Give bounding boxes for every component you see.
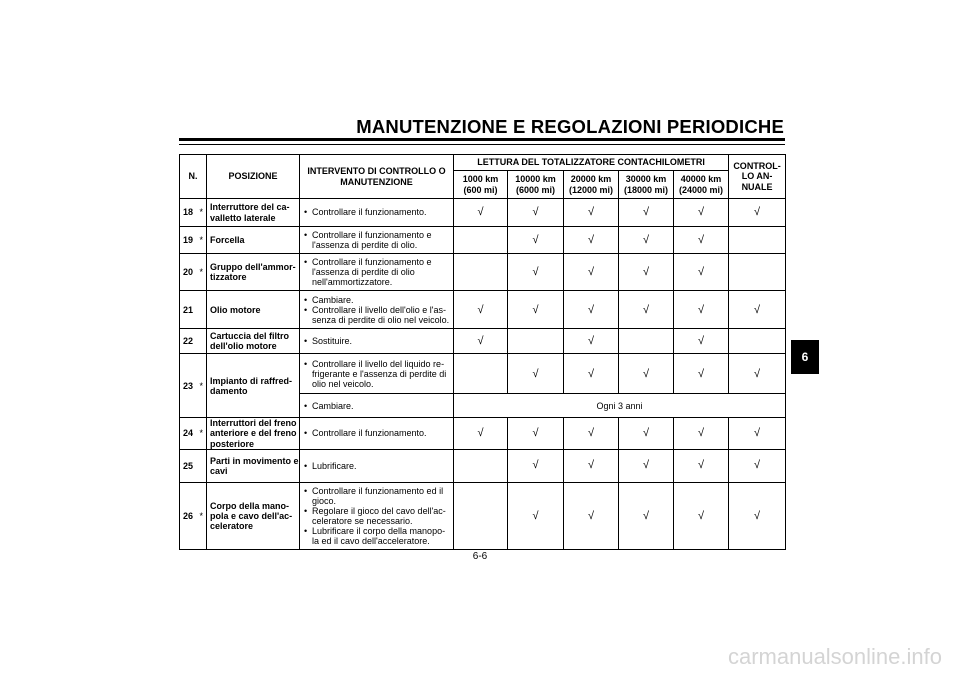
watermark: carmanualsonline.info: [727, 644, 942, 669]
check-cell: √: [508, 418, 564, 449]
row-action: [300, 199, 454, 227]
row-asterisk: *: [197, 418, 207, 449]
row-number: 24: [180, 418, 197, 449]
row-action: [300, 291, 454, 329]
row-position: Gruppo dell'ammor-tizzatore: [207, 254, 300, 291]
row-number: 18: [180, 199, 197, 227]
row-action: [300, 394, 454, 418]
check-cell: √: [508, 354, 564, 394]
row-position: Interruttori del freno anteriore e del freno posteriore: [207, 418, 300, 449]
table-row: [180, 227, 786, 254]
check-cell: √: [619, 449, 674, 482]
page-title: MANUTENZIONE E REGOLAZIONI PERIODICHE: [356, 116, 784, 137]
check-cell: √: [674, 418, 729, 449]
header-odometer: LETTURA DEL TOTALIZZATORE CONTACHILOMETRI: [454, 155, 729, 171]
check-cell: √: [454, 418, 508, 449]
check-cell: [508, 329, 564, 354]
row-action: [300, 354, 454, 394]
check-cell: √: [564, 482, 619, 549]
check-cell: √: [674, 227, 729, 254]
action-item: • Cambiare.: [303, 401, 451, 411]
row-number: 22: [180, 329, 197, 354]
action-item: • Sostituire.: [303, 336, 451, 346]
check-cell: [454, 482, 508, 549]
header-action: INTERVENTO DI CONTROLLO O MANUTENZIONE: [300, 155, 454, 199]
action-item: • Controllare il funzionamento.: [303, 428, 451, 438]
check-cell: √: [564, 354, 619, 394]
check-cell: √: [729, 291, 786, 329]
check-cell: √: [564, 199, 619, 227]
header-interval: [454, 171, 508, 199]
row-number: 21: [180, 291, 197, 329]
table-row: [180, 482, 786, 549]
action-item: • Controllare il livello dell'olio e l'as-senza di perdite di olio nel veicolo.: [303, 305, 451, 325]
check-cell: √: [564, 291, 619, 329]
action-item: • Cambiare.: [303, 295, 451, 305]
check-cell: √: [619, 291, 674, 329]
check-cell: √: [508, 227, 564, 254]
check-cell: √: [564, 254, 619, 291]
interval-mi: (600 mi): [463, 184, 498, 195]
check-cell: √: [619, 227, 674, 254]
row-number: 25: [180, 449, 197, 482]
check-cell: √: [674, 449, 729, 482]
row-number: 20: [180, 254, 197, 291]
check-cell: √: [454, 199, 508, 227]
action-item: • Controllare il funzionamento e l'assenza di perdite di olio.: [303, 230, 451, 250]
row-position: Corpo della mano-pola e cavo dell'ac-celeratore: [207, 482, 300, 549]
row-asterisk: *: [197, 354, 207, 418]
interval-km: 20000 km: [570, 174, 612, 185]
row-action: [300, 449, 454, 482]
check-cell: √: [454, 329, 508, 354]
row-action: [300, 254, 454, 291]
check-cell: [454, 449, 508, 482]
check-cell: √: [619, 482, 674, 549]
action-item: • Controllare il funzionamento e l'assenza di perdite di olio nell'ammortizzatore.: [303, 257, 451, 287]
interval-km: 10000 km: [515, 174, 556, 185]
check-cell: √: [564, 329, 619, 354]
action-item: • Lubrificare.: [303, 461, 451, 471]
check-cell: √: [674, 354, 729, 394]
row-position: Olio motore: [207, 291, 300, 329]
row-asterisk: *: [197, 227, 207, 254]
row-position: Cartuccia del filtro dell'olio motore: [207, 329, 300, 354]
title-rule: [179, 138, 785, 141]
row-asterisk: *: [197, 254, 207, 291]
section-tab: 6: [791, 340, 819, 374]
check-cell: [729, 227, 786, 254]
header-annual: CONTROL-LO AN-NUALE: [729, 155, 786, 199]
header-interval: [674, 171, 729, 199]
check-cell: √: [508, 482, 564, 549]
row-action: [300, 482, 454, 549]
interval-mi: (24000 mi): [679, 184, 724, 195]
action-item: • Controllare il livello del liquido re-frigerante e l'assenza di perdite di olio nel veicolo.: [303, 359, 451, 389]
table-row: [180, 418, 786, 449]
action-item: • Lubrificare il corpo della manopo-la ed il cavo dell'acceleratore.: [303, 526, 451, 546]
action-item: • Controllare il funzionamento.: [303, 207, 451, 217]
title-rule-thin: [179, 144, 785, 145]
check-cell: √: [564, 227, 619, 254]
check-cell: √: [508, 254, 564, 291]
action-item: • Regolare il gioco del cavo dell'ac-celeratore se necessario.: [303, 506, 451, 526]
check-cell: √: [674, 199, 729, 227]
row-asterisk: *: [197, 482, 207, 549]
interval-km: 1000 km: [462, 174, 499, 185]
row-number: 19: [180, 227, 197, 254]
check-cell: √: [619, 418, 674, 449]
check-cell: √: [674, 329, 729, 354]
check-cell: [729, 254, 786, 291]
header-interval: [619, 171, 674, 199]
check-cell: [729, 329, 786, 354]
check-cell: √: [619, 254, 674, 291]
check-cell: √: [564, 418, 619, 449]
check-cell: √: [619, 199, 674, 227]
row-action: [300, 329, 454, 354]
row-number: 26: [180, 482, 197, 549]
row-asterisk: *: [197, 199, 207, 227]
row-position: Interruttore del ca-valletto laterale: [207, 199, 300, 227]
check-cell: √: [674, 291, 729, 329]
interval-mi: (12000 mi): [568, 184, 614, 195]
interval-km: 40000 km: [680, 174, 722, 185]
row-number: 23: [180, 354, 197, 418]
maintenance-table: [179, 154, 786, 550]
interval-mi: (18000 mi): [623, 184, 669, 195]
row-action: [300, 227, 454, 254]
row-position: Impianto di raffred-damento: [207, 354, 300, 418]
table-row: [180, 449, 786, 482]
check-cell: √: [508, 199, 564, 227]
row-asterisk: [197, 329, 207, 354]
table-row: [180, 329, 786, 354]
check-cell: √: [508, 449, 564, 482]
table-row: [180, 354, 786, 394]
page-number: 6-6: [472, 551, 488, 562]
table-row: [180, 254, 786, 291]
header-position: POSIZIONE: [207, 155, 300, 199]
check-cell: √: [674, 482, 729, 549]
check-cell: √: [729, 199, 786, 227]
row-position: Parti in movimento e cavi: [207, 449, 300, 482]
check-cell: √: [508, 291, 564, 329]
check-cell: [619, 329, 674, 354]
check-cell: √: [674, 254, 729, 291]
row-asterisk: [197, 449, 207, 482]
check-cell: √: [564, 449, 619, 482]
interval-note: Ogni 3 anni: [454, 394, 786, 418]
check-cell: [454, 254, 508, 291]
header-interval: [564, 171, 619, 199]
row-position: Forcella: [207, 227, 300, 254]
row-asterisk: [197, 291, 207, 329]
interval-km: 30000 km: [625, 174, 667, 185]
table-row: [180, 291, 786, 329]
check-cell: √: [729, 449, 786, 482]
check-cell: [454, 354, 508, 394]
check-cell: √: [729, 354, 786, 394]
table-row: [180, 199, 786, 227]
header-n: N.: [180, 155, 207, 199]
header-interval: [508, 171, 564, 199]
interval-mi: (6000 mi): [515, 184, 556, 195]
action-item: • Controllare il funzionamento ed il gioco.: [303, 486, 451, 506]
check-cell: √: [729, 482, 786, 549]
check-cell: [454, 227, 508, 254]
check-cell: √: [729, 418, 786, 449]
check-cell: √: [619, 354, 674, 394]
row-action: [300, 418, 454, 449]
check-cell: √: [454, 291, 508, 329]
